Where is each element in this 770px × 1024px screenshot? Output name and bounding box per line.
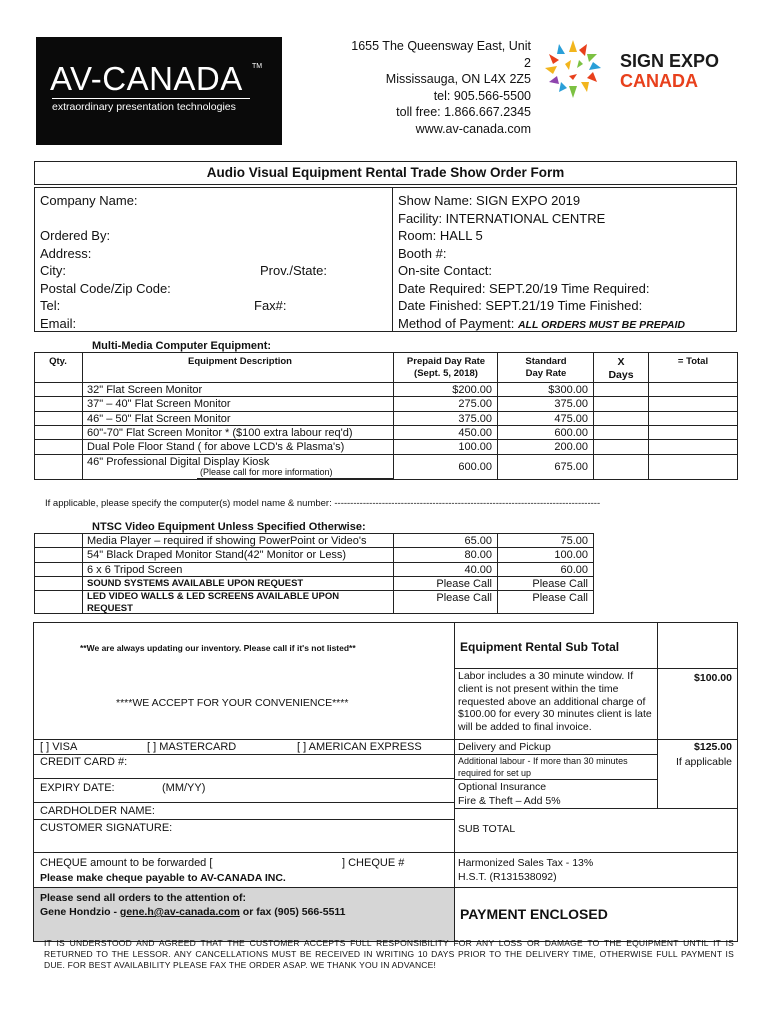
ntsc-heading: NTSC Video Equipment Unless Specified Otherwise:: [92, 521, 366, 533]
address-field[interactable]: Address:: [40, 245, 92, 261]
equipment-row: 37" – 40" Flat Screen Monitor: [87, 398, 231, 411]
standard-rate: 75.00: [560, 535, 588, 547]
ntsc-left-line: [34, 533, 35, 614]
customer-signature-field[interactable]: CUSTOMER SIGNATURE:: [40, 822, 173, 834]
prepaid-rate: Please Call: [436, 592, 492, 605]
tel-field[interactable]: Tel:: [40, 298, 61, 313]
prepaid-rate: $200.00: [452, 384, 492, 396]
contact-email-link[interactable]: gene.h@av-canada.com: [119, 906, 240, 918]
table-top-line: [34, 352, 738, 353]
row-line: [454, 887, 738, 888]
visa-checkbox[interactable]: [ ] VISA: [40, 741, 78, 753]
col-header-days: X Days: [608, 356, 634, 381]
onsite-contact-field[interactable]: On-site Contact:: [398, 263, 492, 278]
inventory-note: **We are always updating our inventory. Please call if it's not listed**: [80, 643, 356, 653]
amount-divider: [657, 622, 658, 808]
col-header-standard: Standard Day Rate: [525, 356, 567, 379]
table-right-line: [737, 352, 738, 480]
company-name-field[interactable]: Company Name:: [40, 193, 138, 208]
row-line: [454, 739, 738, 740]
cheque-number-field[interactable]: ] CHEQUE #: [342, 857, 405, 869]
credit-card-number-field[interactable]: CREDIT CARD #:: [40, 756, 128, 768]
standard-rate: 375.00: [554, 398, 588, 411]
payment-divider: [454, 622, 455, 942]
info-divider: [392, 187, 393, 332]
insurance-option[interactable]: Optional Insurance Fire & Theft – Add 5%: [458, 781, 561, 807]
standard-rate: 600.00: [554, 426, 588, 439]
col-divider: [393, 533, 394, 614]
prepaid-rate: 375.00: [458, 412, 492, 425]
sub-total-label: SUB TOTAL: [458, 823, 516, 835]
logo-name: AV-CANADA: [50, 60, 243, 97]
prepaid-rate: 100.00: [458, 441, 492, 454]
cardholder-name-field[interactable]: CARDHOLDER NAME:: [40, 805, 155, 817]
equipment-row: 54" Black Draped Monitor Stand(42" Monitor or Less): [87, 549, 347, 562]
standard-rate: Please Call: [532, 592, 588, 605]
equipment-row: LED VIDEO WALLS & LED SCREENS AVAILABLE UPON REQUEST: [87, 591, 340, 614]
contact-line: Gene Hondzio - gene.h@av-canada.com or fax (905) 566-5511: [40, 906, 346, 918]
prepaid-rate: 80.00: [464, 549, 492, 562]
accept-heading: ****WE ACCEPT FOR YOUR CONVENIENCE****: [116, 697, 349, 709]
expiry-date-field[interactable]: EXPIRY DATE:: [40, 782, 115, 794]
equipment-row: 6 x 6 Tripod Screen: [87, 563, 183, 576]
equipment-row: SOUND SYSTEMS AVAILABLE UPON REQUEST: [87, 578, 304, 589]
prepaid-rate: 600.00: [458, 461, 492, 473]
kiosk-note: (Please call for more information): [200, 467, 333, 477]
postal-code-field[interactable]: Postal Code/Zip Code:: [40, 280, 171, 296]
sign-expo-logo-icon: [543, 38, 603, 100]
col-header-description: Equipment Description: [188, 356, 292, 367]
payment-enclosed-label: PAYMENT ENCLOSED: [460, 906, 608, 922]
additional-labour-note: Additional labour - If more than 30 minutes required for set up: [458, 756, 628, 778]
prepaid-rate: Please Call: [436, 577, 492, 590]
col-divider: [393, 352, 394, 480]
delivery-amount: $125.00: [694, 741, 732, 753]
labor-amount: $100.00: [694, 672, 732, 684]
row-line: [33, 754, 454, 755]
labor-text: Labor includes a 30 minute window. If client is not present within the time requested above an additional charge of $100.00 for every 30 minutes client is late will be added to final invoice.: [458, 670, 652, 734]
prepaid-rate: 65.00: [464, 535, 492, 547]
email-field[interactable]: Email:: [40, 315, 77, 331]
prepaid-note: ALL ORDERS MUST BE PREPAID: [517, 318, 686, 331]
standard-rate: 60.00: [560, 563, 588, 576]
hst-label: Harmonized Sales Tax - 13% H.S.T. (R131538092): [458, 857, 594, 883]
facility-field: Facility: INTERNATIONAL CENTRE: [398, 210, 606, 226]
equipment-row: 60"-70" Flat Screen Monitor * ($100 extra labour req'd): [87, 426, 353, 439]
standard-rate: 675.00: [554, 461, 588, 473]
fax-field[interactable]: Fax#:: [254, 298, 287, 313]
show-name-field: Show Name: SIGN EXPO 2019: [398, 193, 581, 208]
logo-trademark: TM: [252, 63, 263, 70]
amex-checkbox[interactable]: [ ] AMERICAN EXPRESS: [297, 741, 422, 753]
standard-rate: 200.00: [554, 441, 588, 454]
col-divider: [648, 352, 649, 480]
equipment-row: 32" Flat Screen Monitor: [87, 384, 203, 396]
col-header-total: = Total: [677, 356, 709, 367]
row-line: [454, 779, 658, 780]
standard-rate: 100.00: [554, 549, 588, 562]
standard-rate: 475.00: [554, 412, 588, 425]
standard-rate: $300.00: [548, 384, 588, 396]
ordered-by-field[interactable]: Ordered By:: [40, 228, 111, 243]
col-header-qty: Qty.: [49, 356, 67, 367]
col-divider: [82, 533, 83, 614]
terms-footer: IT IS UNDERSTOOD AND AGREED THAT THE CUSTOMER ACCEPTS FULL RESPONSIBILITY FOR ANY LOSS OR DAMAGE TO THE EQUIPMENT UNTIL IT IS RETURNED TO THE LESSOR. ANY CANCELLATIONS MUST BE RECEIVED IN WRITING 10 DAYS PRIOR TO THE DELIVERY TIME, OTHERWISE FULL PAYMENT IS DUE. FOR BEST AVAILABILITY PLEASE FAX THE ORDER ASAP. WE THANK YOU IN ADVANCE!: [44, 938, 734, 970]
table-left-line: [34, 352, 35, 480]
expiry-format-hint: (MM/YY): [162, 782, 206, 794]
booth-field[interactable]: Booth #:: [398, 245, 447, 261]
equipment-row: 46" – 50" Flat Screen Monitor: [87, 412, 231, 425]
form-title: Audio Visual Equipment Rental Trade Show Order Form: [34, 161, 737, 185]
col-divider: [82, 352, 83, 480]
col-divider: [593, 533, 594, 614]
kiosk-note-underline: [197, 478, 393, 479]
prepaid-rate: 450.00: [458, 426, 492, 439]
row-line: [33, 802, 454, 803]
col-header-prepaid: Prepaid Day Rate (Sept. 5, 2018): [406, 356, 486, 379]
equipment-row: Media Player – required if showing PowerPoint or Video's: [87, 535, 367, 547]
city-field[interactable]: City:: [40, 263, 66, 278]
row-line: [33, 739, 454, 740]
sign-expo-title: SIGN EXPO: [620, 51, 720, 71]
row-line: [33, 852, 454, 853]
cheque-payable-note: Please make cheque payable to AV-CANADA INC.: [40, 872, 286, 884]
date-finished-field[interactable]: Date Finished: SEPT.21/19 Time Finished:: [398, 298, 643, 313]
standard-rate: Please Call: [532, 577, 588, 590]
row-line: [33, 819, 454, 820]
send-orders-note: Please send all orders to the attention of:: [40, 892, 246, 904]
row-line: [454, 808, 738, 809]
prov-state-field[interactable]: Prov./State:: [260, 263, 327, 278]
cheque-amount-field[interactable]: CHEQUE amount to be forwarded [: [40, 857, 213, 869]
logo-tagline: extraordinary presentation technologies: [52, 101, 236, 113]
delivery-label: Delivery and Pickup: [458, 741, 551, 753]
row-line: [454, 852, 738, 853]
sign-expo-subtitle: CANADA: [620, 71, 698, 91]
if-applicable-note: If applicable: [675, 756, 732, 768]
room-field: Room: HALL 5: [398, 228, 483, 243]
payment-method-field[interactable]: Method of Payment: ALL ORDERS MUST BE PREPAID: [398, 315, 686, 331]
row-line: [33, 778, 454, 779]
company-address: 1655 The Queensway East, Unit 2 Mississauga, ON L4X 2Z5 tel: 905.566-5500 toll free: 1.866.667.2345 www.av-canada.com: [351, 39, 531, 136]
date-required-field[interactable]: Date Required: SEPT.20/19 Time Required:: [398, 280, 650, 296]
prepaid-rate: 275.00: [458, 398, 492, 411]
equipment-row: Dual Pole Floor Stand ( for above LCD's & Plasma's): [87, 441, 345, 454]
mastercard-checkbox[interactable]: [ ] MASTERCARD: [147, 741, 237, 753]
subtotal-label: Equipment Rental Sub Total: [460, 640, 620, 654]
row-line: [454, 668, 738, 669]
multimedia-heading: Multi-Media Computer Equipment:: [92, 340, 272, 352]
prepaid-rate: 40.00: [464, 563, 492, 576]
table-bottom-line: [34, 479, 738, 480]
equipment-row: 46" Professional Digital Display Kiosk: [87, 455, 270, 468]
model-number-note[interactable]: If applicable, please specify the computer(s) model name & number: ------------------------------------------------------------------------------------: [45, 498, 601, 509]
logo-divider: [52, 98, 250, 99]
